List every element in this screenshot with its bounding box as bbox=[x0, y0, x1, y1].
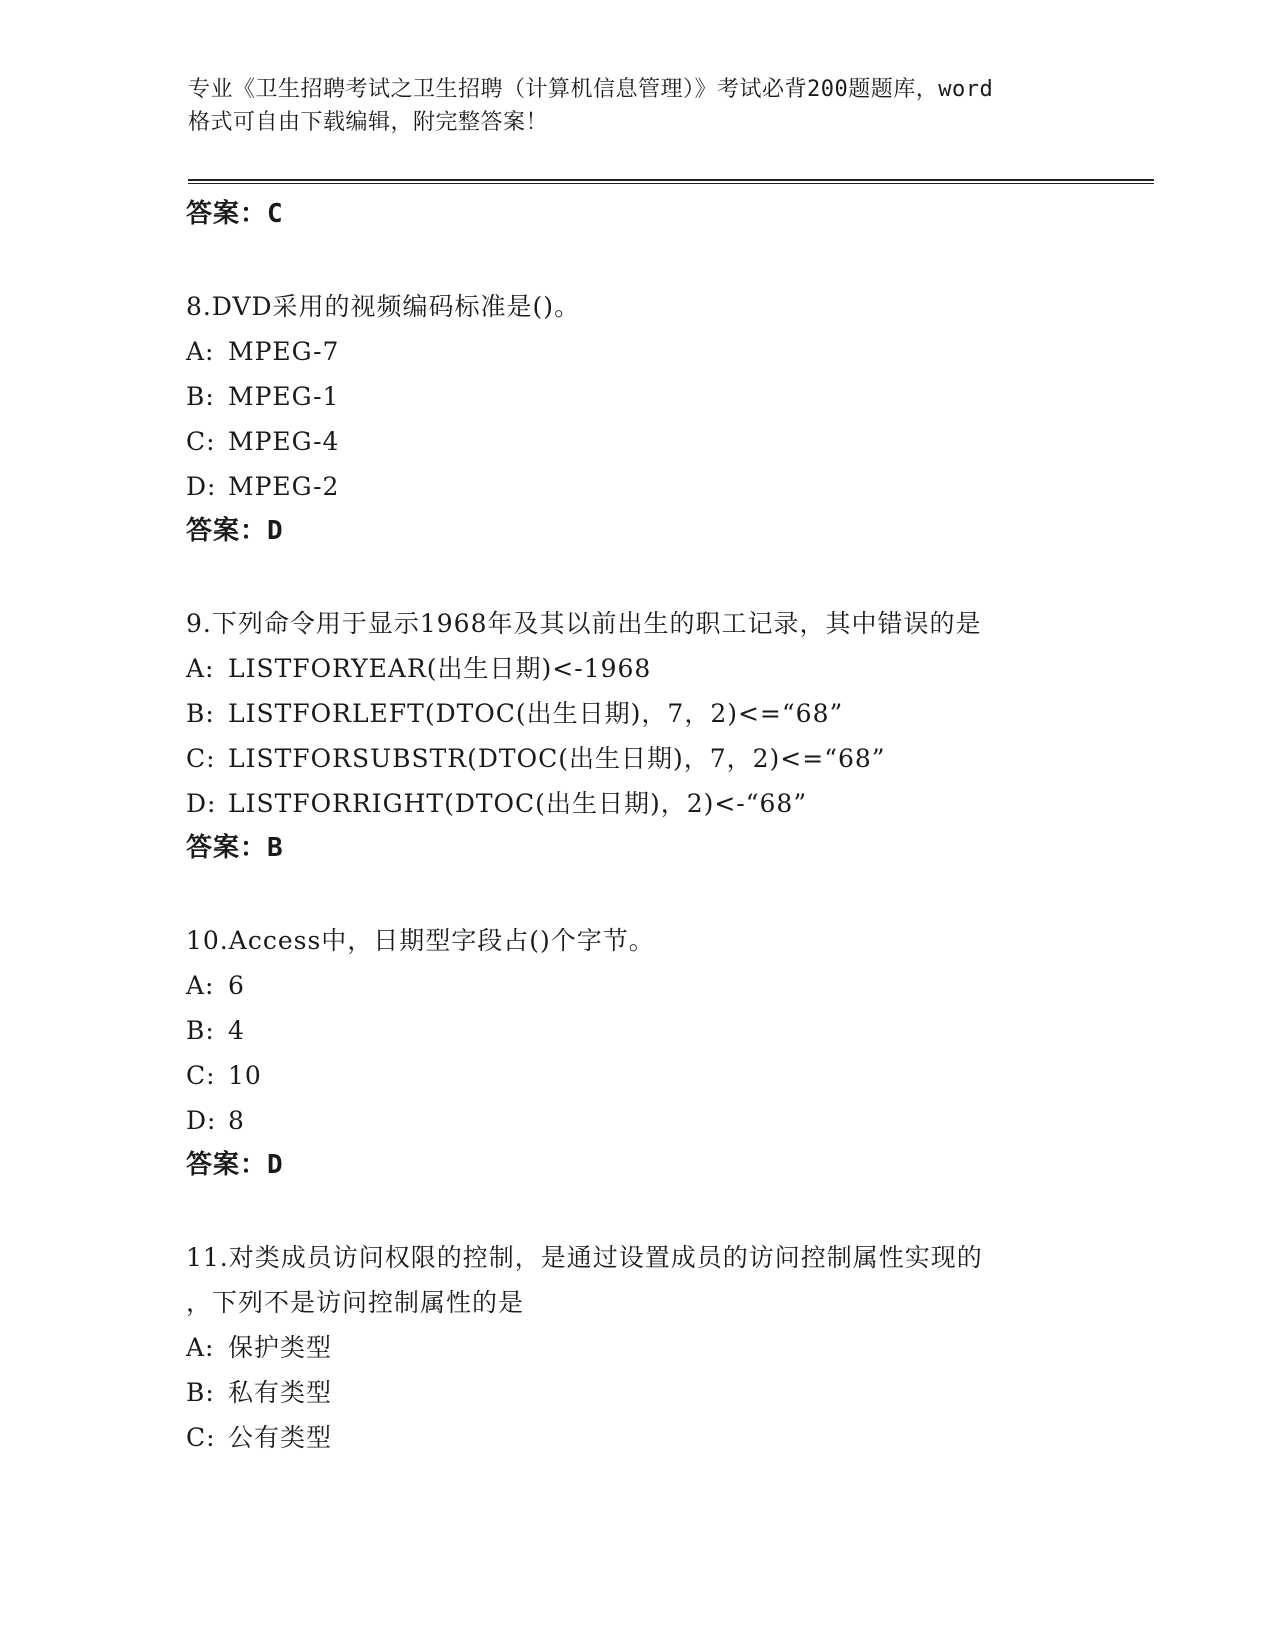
option-label: B: bbox=[186, 1016, 215, 1045]
question-stem: 10.Access中，日期型字段占()个字节。 bbox=[186, 926, 655, 955]
option-c bbox=[186, 1053, 1146, 1098]
option-b bbox=[186, 374, 1146, 419]
page-header bbox=[188, 73, 1108, 139]
header-line-1: 专业《卫生招聘考试之卫生招聘（计算机信息管理）》考试必背200题题库，word bbox=[188, 77, 994, 102]
option-text: LISTFORYEAR(出生日期)<-1968 bbox=[228, 654, 652, 683]
option-a bbox=[186, 1325, 1146, 1370]
option-text: MPEG-2 bbox=[228, 472, 340, 501]
option-text: MPEG-7 bbox=[228, 337, 340, 366]
option-label: D: bbox=[186, 789, 217, 818]
option-text: 8 bbox=[228, 1106, 245, 1135]
option-text: 私有类型 bbox=[228, 1378, 333, 1407]
option-text: 保护类型 bbox=[228, 1333, 333, 1362]
option-label: D: bbox=[186, 1106, 217, 1135]
option-c bbox=[186, 1415, 1146, 1460]
option-label: B: bbox=[186, 1378, 215, 1407]
option-b bbox=[186, 691, 1146, 736]
option-text: MPEG-1 bbox=[228, 382, 340, 411]
option-d bbox=[186, 781, 1146, 826]
option-label: C: bbox=[186, 744, 216, 773]
option-label: B: bbox=[186, 699, 215, 728]
option-text: LISTFORRIGHT(DTOC(出生日期)，2)<-“68” bbox=[228, 789, 808, 818]
option-text: 10 bbox=[228, 1061, 262, 1090]
option-label: A: bbox=[186, 1333, 215, 1362]
option-d bbox=[186, 464, 1146, 509]
option-label: C: bbox=[186, 1061, 216, 1090]
option-text: 公有类型 bbox=[228, 1423, 333, 1452]
answer-previous: 答案：C bbox=[186, 199, 284, 229]
option-c bbox=[186, 419, 1146, 464]
option-c bbox=[186, 736, 1146, 781]
option-b bbox=[186, 1370, 1146, 1415]
question-stem: 8.DVD采用的视频编码标准是()。 bbox=[186, 292, 581, 321]
option-label: B: bbox=[186, 382, 215, 411]
option-text: MPEG-4 bbox=[228, 427, 340, 456]
option-label: D: bbox=[186, 472, 217, 501]
question-stem-line-2: ，下列不是访问控制属性的是 bbox=[186, 1288, 525, 1317]
option-label: A: bbox=[186, 971, 215, 1000]
option-text: LISTFORSUBSTR(DTOC(出生日期)，7，2)<=“68” bbox=[228, 744, 886, 773]
option-d bbox=[186, 1098, 1146, 1143]
question-list bbox=[186, 192, 1146, 1460]
option-label: C: bbox=[186, 1423, 216, 1452]
option-a bbox=[186, 646, 1146, 691]
option-a bbox=[186, 963, 1146, 1008]
question-10 bbox=[186, 918, 1146, 1188]
option-label: A: bbox=[186, 337, 215, 366]
answer: 答案：D bbox=[186, 516, 284, 546]
option-a bbox=[186, 329, 1146, 374]
question-stem-line-1: 11.对类成员访问权限的控制，是通过设置成员的访问控制属性实现的 bbox=[186, 1243, 983, 1272]
option-text: LISTFORLEFT(DTOC(出生日期)，7，2)<=“68” bbox=[228, 699, 844, 728]
header-line-2: 格式可自由下载编辑，附完整答案！ bbox=[188, 110, 549, 135]
question-9 bbox=[186, 601, 1146, 871]
answer: 答案：D bbox=[186, 1150, 284, 1180]
question-stem: 9.下列命令用于显示1968年及其以前出生的职工记录，其中错误的是 bbox=[186, 609, 982, 638]
option-b bbox=[186, 1008, 1146, 1053]
option-label: C: bbox=[186, 427, 216, 456]
header-divider bbox=[188, 179, 1154, 184]
question-11 bbox=[186, 1235, 1146, 1460]
option-text: 4 bbox=[228, 1016, 245, 1045]
question-8 bbox=[186, 284, 1146, 554]
option-text: 6 bbox=[228, 971, 245, 1000]
option-label: A: bbox=[186, 654, 215, 683]
answer: 答案：B bbox=[186, 833, 284, 863]
